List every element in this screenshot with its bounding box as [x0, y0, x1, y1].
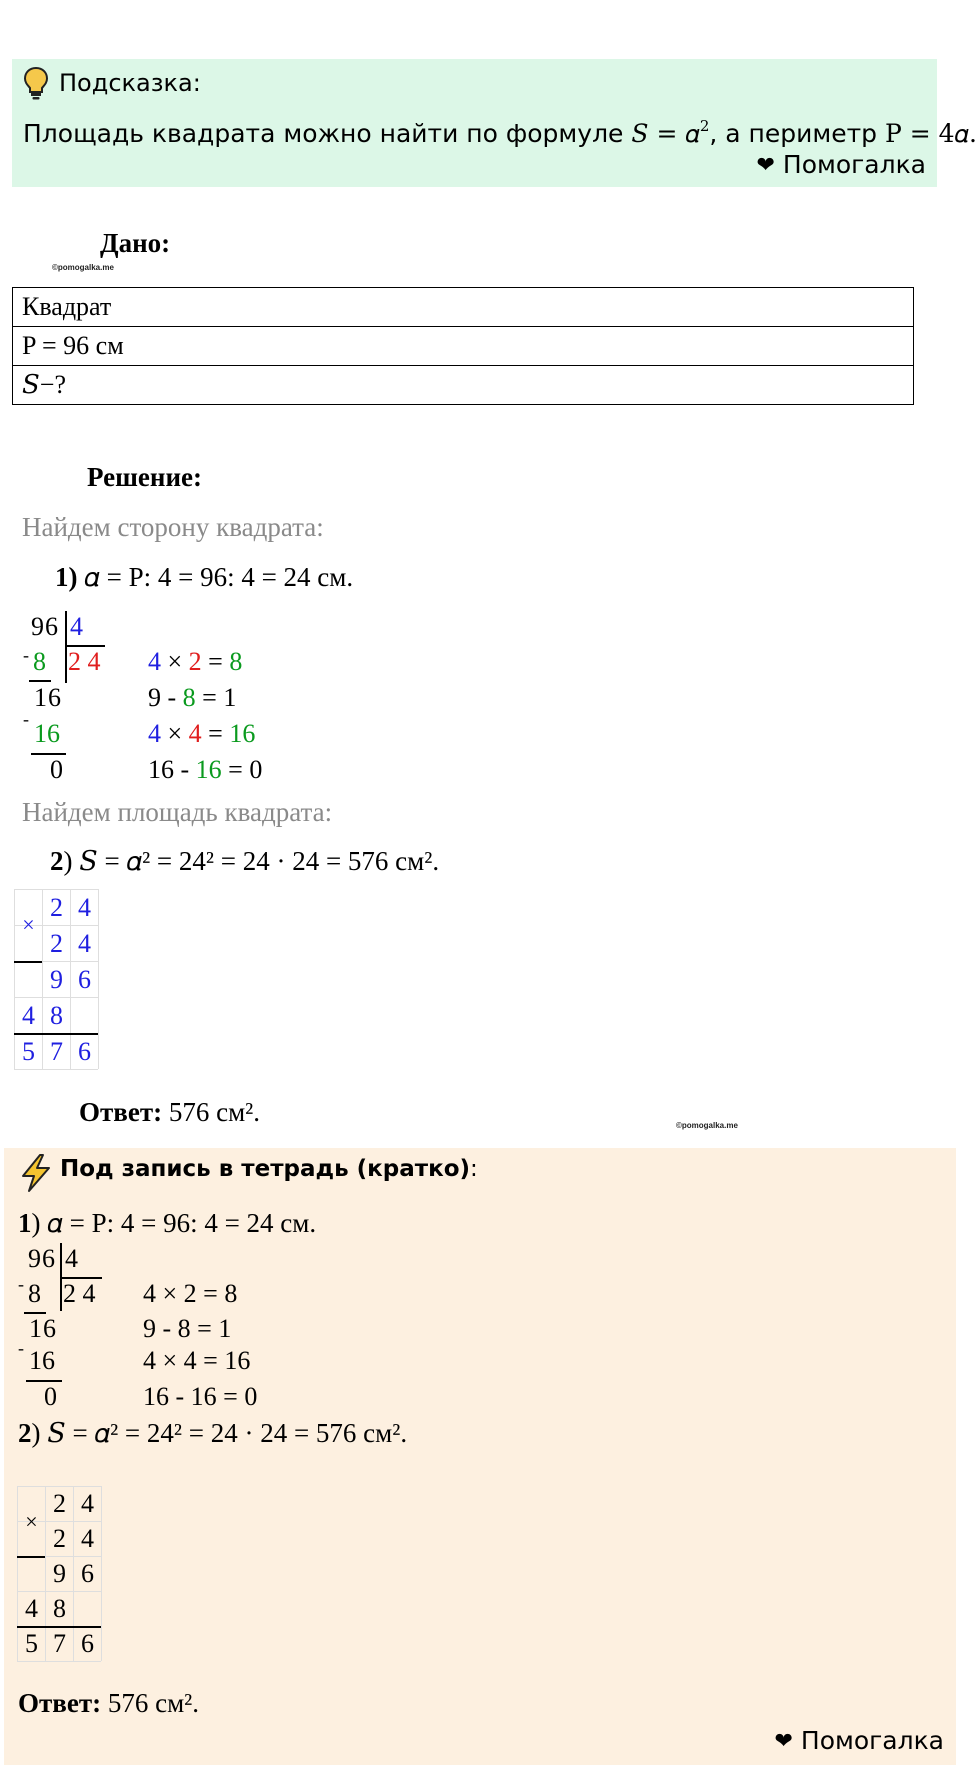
division-note: 9 - 8 = 1	[143, 1314, 232, 1343]
minus-sign: -	[18, 1338, 24, 1358]
lightbulb-icon	[23, 66, 49, 100]
brand-name: Помогалка	[800, 1726, 944, 1755]
notebook-step1: 1) 𝛼 = P: 4 = 96: 4 = 24 см.	[18, 1208, 317, 1238]
division-note: 4 × 4 = 16	[148, 719, 256, 748]
divisor: 4	[70, 612, 83, 641]
grid-cell: 9	[53, 1559, 66, 1588]
divisor: 4	[65, 1244, 78, 1273]
step2-number: 2	[50, 846, 64, 876]
remainder-2: 0	[50, 755, 63, 784]
notebook-box	[4, 1148, 956, 1765]
multiplication-grid	[14, 889, 104, 1074]
grid-cell: 4	[81, 1524, 94, 1553]
given-row: P = 96 см	[13, 327, 914, 366]
grid-cell: 4	[81, 1489, 94, 1518]
grid-cell: 5	[25, 1629, 38, 1658]
quotient: 2 4	[68, 647, 101, 676]
grid-cell: 4	[78, 893, 91, 922]
notebook-step2: 2) 𝑆 = 𝛼² = 24² = 24 · 24 = 576 см².	[18, 1418, 408, 1448]
grid-cell: 6	[78, 1037, 91, 1066]
subtrahend-2: 16	[34, 719, 60, 748]
division-note: 4 × 2 = 8	[143, 1279, 238, 1308]
subtrahend-1: 8	[33, 647, 46, 676]
grid-cell: 5	[22, 1037, 35, 1066]
remainder-1: 16	[34, 683, 62, 712]
heart-icon: ❤	[756, 153, 775, 178]
hint-formula-area: 𝑆 = 𝛼$^2$	[631, 116, 710, 148]
hint-text	[23, 116, 977, 149]
hint-box	[12, 59, 977, 187]
brand-name: Помогалка	[782, 150, 926, 179]
quotient: 2 4	[63, 1279, 96, 1308]
hint-formula-perimeter: P = 4𝛼.	[884, 119, 977, 148]
hint-title: Подсказка:	[59, 69, 201, 97]
answer-text: 576 см².	[162, 1097, 261, 1127]
given-heading: Дано:	[100, 228, 171, 258]
watermark: ©pomogalka.me	[52, 263, 114, 272]
solution-heading: Решение:	[87, 462, 202, 492]
step1-number: 1)	[55, 562, 78, 592]
hint-text-prefix: Площадь квадрата можно найти по формуле	[23, 119, 632, 148]
hint-text-mid: , а периметр	[709, 119, 885, 148]
step2-text: ) 𝑆 = 𝛼² = 24² = 24 · 24 = 576 см².	[63, 846, 440, 876]
subtrahend-1: 8	[28, 1279, 41, 1308]
division-note: 4 × 2 = 8	[148, 647, 243, 676]
answer-line	[79, 1097, 260, 1128]
grid-cell: 4	[22, 1001, 35, 1030]
watermark: ©pomogalka.me	[676, 1121, 738, 1130]
division-note: 9 - 8 = 1	[148, 683, 237, 712]
division-block	[0, 605, 420, 795]
remainder-1: 16	[29, 1314, 57, 1343]
grid-cell: 2	[53, 1489, 66, 1518]
lightning-icon	[18, 1153, 54, 1193]
grid-cell: 6	[81, 1559, 94, 1588]
grid-cell: 9	[50, 965, 63, 994]
grid-cell: 4	[78, 929, 91, 958]
grid-cell: 2	[50, 893, 63, 922]
notebook-title: Под запись в тетрадь (кратко):	[60, 1156, 478, 1182]
subtract-line	[29, 680, 51, 682]
grid-cell: 2	[50, 929, 63, 958]
heart-icon: ❤	[774, 1729, 793, 1754]
remainder-2: 0	[44, 1382, 57, 1411]
multiplication-grid	[17, 1486, 107, 1668]
grid-cell: 8	[53, 1594, 66, 1623]
brand-badge	[756, 150, 926, 179]
division-bar	[65, 611, 67, 683]
answer-label: Ответ:	[79, 1097, 163, 1127]
given-row: 𝑆−?	[13, 366, 914, 405]
minus-sign: -	[23, 709, 29, 729]
grid-cell: 6	[81, 1629, 94, 1658]
step1-line	[55, 562, 353, 594]
minus-sign: -	[18, 1274, 24, 1294]
multiply-sign: ×	[22, 912, 35, 937]
given-table	[12, 287, 914, 405]
notebook-answer: Ответ: 576 см².	[18, 1688, 200, 1718]
grid-cell: 2	[53, 1524, 66, 1553]
find-side-label: Найдем сторону квадрата:	[22, 512, 324, 542]
step1-text: 𝛼 = P: 4 = 96: 4 = 24 см.	[77, 562, 354, 592]
given-row: Квадрат	[13, 288, 914, 327]
grid-cell: 4	[25, 1594, 38, 1623]
minus-sign: -	[23, 645, 29, 665]
dividend: 96	[31, 612, 59, 641]
multiply-sign: ×	[25, 1509, 38, 1534]
division-note: 4 × 4 = 16	[143, 1346, 251, 1375]
grid-cell: 8	[50, 1001, 63, 1030]
find-area-label: Найдем площадь квадрата:	[22, 797, 333, 827]
step2-line	[50, 846, 439, 878]
division-note: 16 - 16 = 0	[143, 1382, 258, 1411]
grid-cell: 6	[78, 965, 91, 994]
grid-cell: 7	[53, 1629, 66, 1658]
grid-cell: 7	[50, 1037, 63, 1066]
dividend: 96	[28, 1244, 56, 1273]
division-note: 16 - 16 = 0	[148, 755, 263, 784]
subtrahend-2: 16	[29, 1346, 55, 1375]
brand-badge	[774, 1726, 944, 1755]
